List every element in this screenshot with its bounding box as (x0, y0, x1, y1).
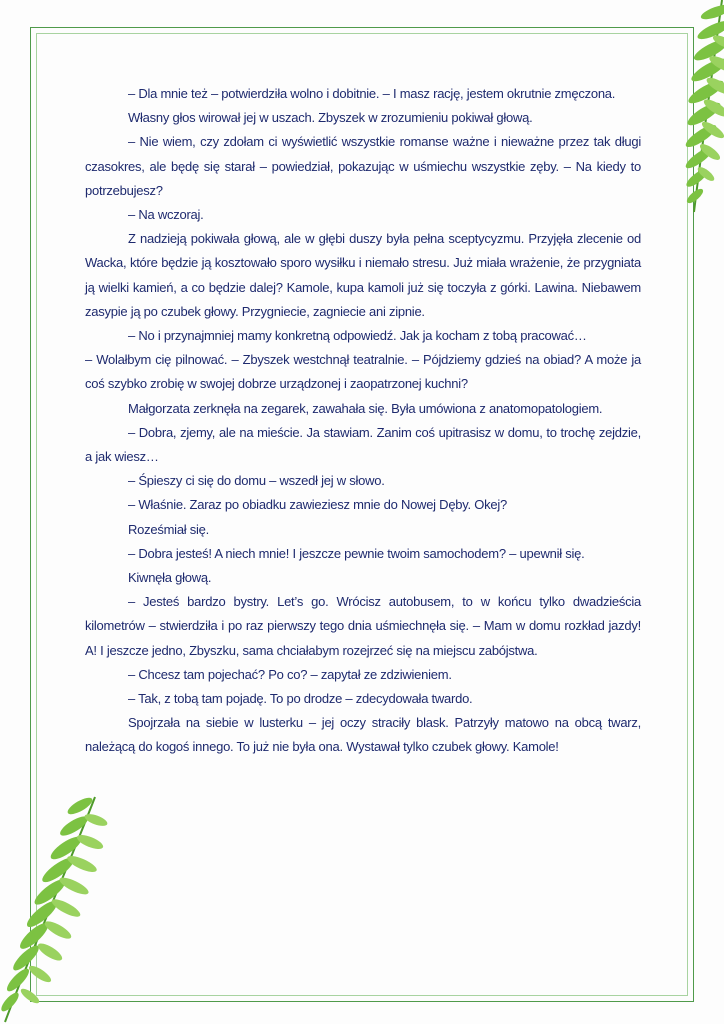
paragraph: – Tak, z tobą tam pojadę. To po drodze – zdecydowała twardo. (128, 691, 473, 707)
paragraph: – Jesteś bardzo bystry. Let’s go. Wrócisz autobusem, to w końcu tylko dwadzieścia kilometrów – stwierdziła i po raz pierwszy tego dnia uśmiechnęła się. – Mam w domu rozkład jazdy! A! I jeszcze jedno, Zbyszku, sama chciałabym rozejrzeć się na miejscu zabójstwa. (85, 594, 641, 658)
paragraph: Spojrzała na siebie w lusterku – jej oczy straciły blask. Patrzyły matowo na obcą twarz, należącą do kogoś innego. To już nie była ona. Wystawał tylko czubek głowy. Kamole! (85, 715, 641, 755)
fern-bottom-left-icon (0, 792, 110, 1024)
paragraph: – Nie wiem, czy zdołam ci wyświetlić wszystkie romanse ważne i nieważne przez tak długi czasokres, ale będę się starał – powiedział, pokazując w uśmiechu wszystkie zęby. – Na kiedy to potrzebujesz? (85, 134, 641, 198)
paragraph: Roześmiał się. (128, 521, 210, 537)
paragraph: – Dobra jesteś! A niech mnie! I jeszcze pewnie twoim samochodem? – upewnił się. (128, 545, 585, 561)
paragraph: Własny głos wirował jej w uszach. Zbyszek w zrozumieniu pokiwał głową. (128, 110, 533, 126)
document-text (85, 82, 641, 760)
paragraph: Z nadzieją pokiwała głową, ale w głębi duszy była pełna sceptycyzmu. Przyjęła zlecenie od Wacka, które będzie ją kosztowało sporo wysiłku i niemało stresu. Już miała wrażenie, że przygniata ją wielki kamień, a co będzie dalej? Kamole, kupa kamoli już się toczyła z górki. Lawina. Niebawem zasypie ją po czubek głowy. Przygniecie, zagniecie ani zipnie. (85, 231, 641, 319)
paragraph: – Wolałbym cię pilnować. – Zbyszek westchnął teatralnie. – Pójdziemy gdzieś na obiad? A może ja coś szybko zrobię w swojej dobrze urządzonej i zaopatrzonej kuchni? (85, 352, 641, 392)
paragraph: – Właśnie. Zaraz po obiadku zawieziesz mnie do Nowej Dęby. Okej? (128, 497, 507, 513)
paragraph: – Dobra, zjemy, ale na mieście. Ja stawiam. Zanim coś upitrasisz w domu, to trochę zejdzie, a jak wiesz… (85, 424, 641, 465)
paragraph: – Śpieszy ci się do domu – wszedł jej w słowo. (128, 473, 385, 489)
paragraph: – Chcesz tam pojechać? Po co? – zapytał ze zdziwieniem. (128, 666, 452, 682)
paragraph: Małgorzata zerknęła na zegarek, zawahała się. Była umówiona z anatomopatologiem. (128, 400, 603, 416)
paragraph: – Na wczoraj. (128, 207, 204, 223)
fern-top-right-icon (664, 0, 724, 215)
paragraph: – No i przynajmniej mamy konkretną odpowiedź. Jak ja kocham z tobą pracować… (128, 328, 587, 344)
paragraph: – Dla mnie też – potwierdziła wolno i dobitnie. – I masz rację, jestem okrutnie zmęczona. (128, 86, 616, 101)
paragraph: Kiwnęła głową. (128, 570, 212, 586)
